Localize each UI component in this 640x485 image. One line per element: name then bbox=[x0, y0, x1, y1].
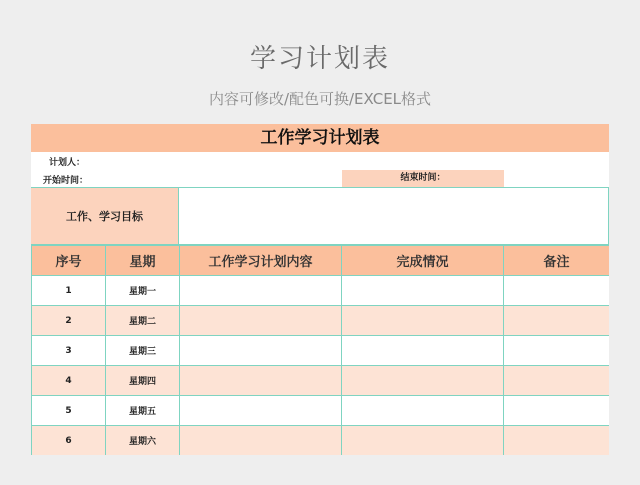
content-cell[interactable] bbox=[180, 366, 342, 396]
remarks-cell[interactable] bbox=[504, 366, 610, 396]
sheet-title: 工作学习计划表 bbox=[31, 124, 609, 152]
end-time-cell[interactable] bbox=[504, 170, 609, 187]
content-cell[interactable] bbox=[180, 396, 342, 426]
status-cell[interactable] bbox=[342, 426, 504, 456]
start-time-cell[interactable] bbox=[105, 170, 342, 187]
row-day: 星期三 bbox=[106, 336, 180, 366]
status-cell[interactable] bbox=[342, 276, 504, 306]
table-header-row bbox=[32, 246, 610, 276]
table-row bbox=[32, 396, 610, 426]
table-row bbox=[32, 366, 610, 396]
column-header-status: 完成情况 bbox=[342, 246, 504, 276]
goal-row bbox=[31, 187, 609, 245]
row-number: 2 bbox=[32, 306, 106, 336]
remarks-cell[interactable] bbox=[504, 396, 610, 426]
row-day: 星期六 bbox=[106, 426, 180, 456]
row-day: 星期一 bbox=[106, 276, 180, 306]
remarks-cell[interactable] bbox=[504, 336, 610, 366]
column-header-remarks: 备注 bbox=[504, 246, 610, 276]
content-cell[interactable] bbox=[180, 306, 342, 336]
column-header-day: 星期 bbox=[106, 246, 180, 276]
table-row bbox=[32, 306, 610, 336]
column-header-content: 工作学习计划内容 bbox=[180, 246, 342, 276]
table-row bbox=[32, 426, 610, 456]
remarks-cell[interactable] bbox=[504, 306, 610, 336]
row-number: 5 bbox=[32, 396, 106, 426]
row-day: 星期五 bbox=[106, 396, 180, 426]
status-cell[interactable] bbox=[342, 336, 504, 366]
goal-label: 工作、学习目标 bbox=[31, 188, 179, 244]
status-cell[interactable] bbox=[342, 306, 504, 336]
table-row bbox=[32, 336, 610, 366]
row-number: 4 bbox=[32, 366, 106, 396]
row-number: 1 bbox=[32, 276, 106, 306]
content-cell[interactable] bbox=[180, 426, 342, 456]
table-row bbox=[32, 276, 610, 306]
row-day: 星期四 bbox=[106, 366, 180, 396]
column-header-no: 序号 bbox=[32, 246, 106, 276]
planner-label: 计划人： bbox=[49, 158, 86, 168]
plan-table bbox=[31, 245, 609, 455]
planner-cell[interactable] bbox=[105, 152, 609, 170]
row-number: 3 bbox=[32, 336, 106, 366]
row-day: 星期二 bbox=[106, 306, 180, 336]
status-cell[interactable] bbox=[342, 366, 504, 396]
content-cell[interactable] bbox=[180, 336, 342, 366]
page-title: 学习计划表 bbox=[249, 44, 390, 74]
content-cell[interactable] bbox=[180, 276, 342, 306]
goal-cell[interactable] bbox=[179, 188, 609, 244]
row-number: 6 bbox=[32, 426, 106, 456]
end-time-label: 结束时间： bbox=[342, 170, 504, 187]
page-subtitle: 内容可修改/配色可换/EXCEL格式 bbox=[208, 90, 432, 108]
remarks-cell[interactable] bbox=[504, 426, 610, 456]
remarks-cell[interactable] bbox=[504, 276, 610, 306]
spreadsheet bbox=[31, 124, 609, 455]
status-cell[interactable] bbox=[342, 396, 504, 426]
start-time-label: 开始时间： bbox=[43, 176, 89, 186]
